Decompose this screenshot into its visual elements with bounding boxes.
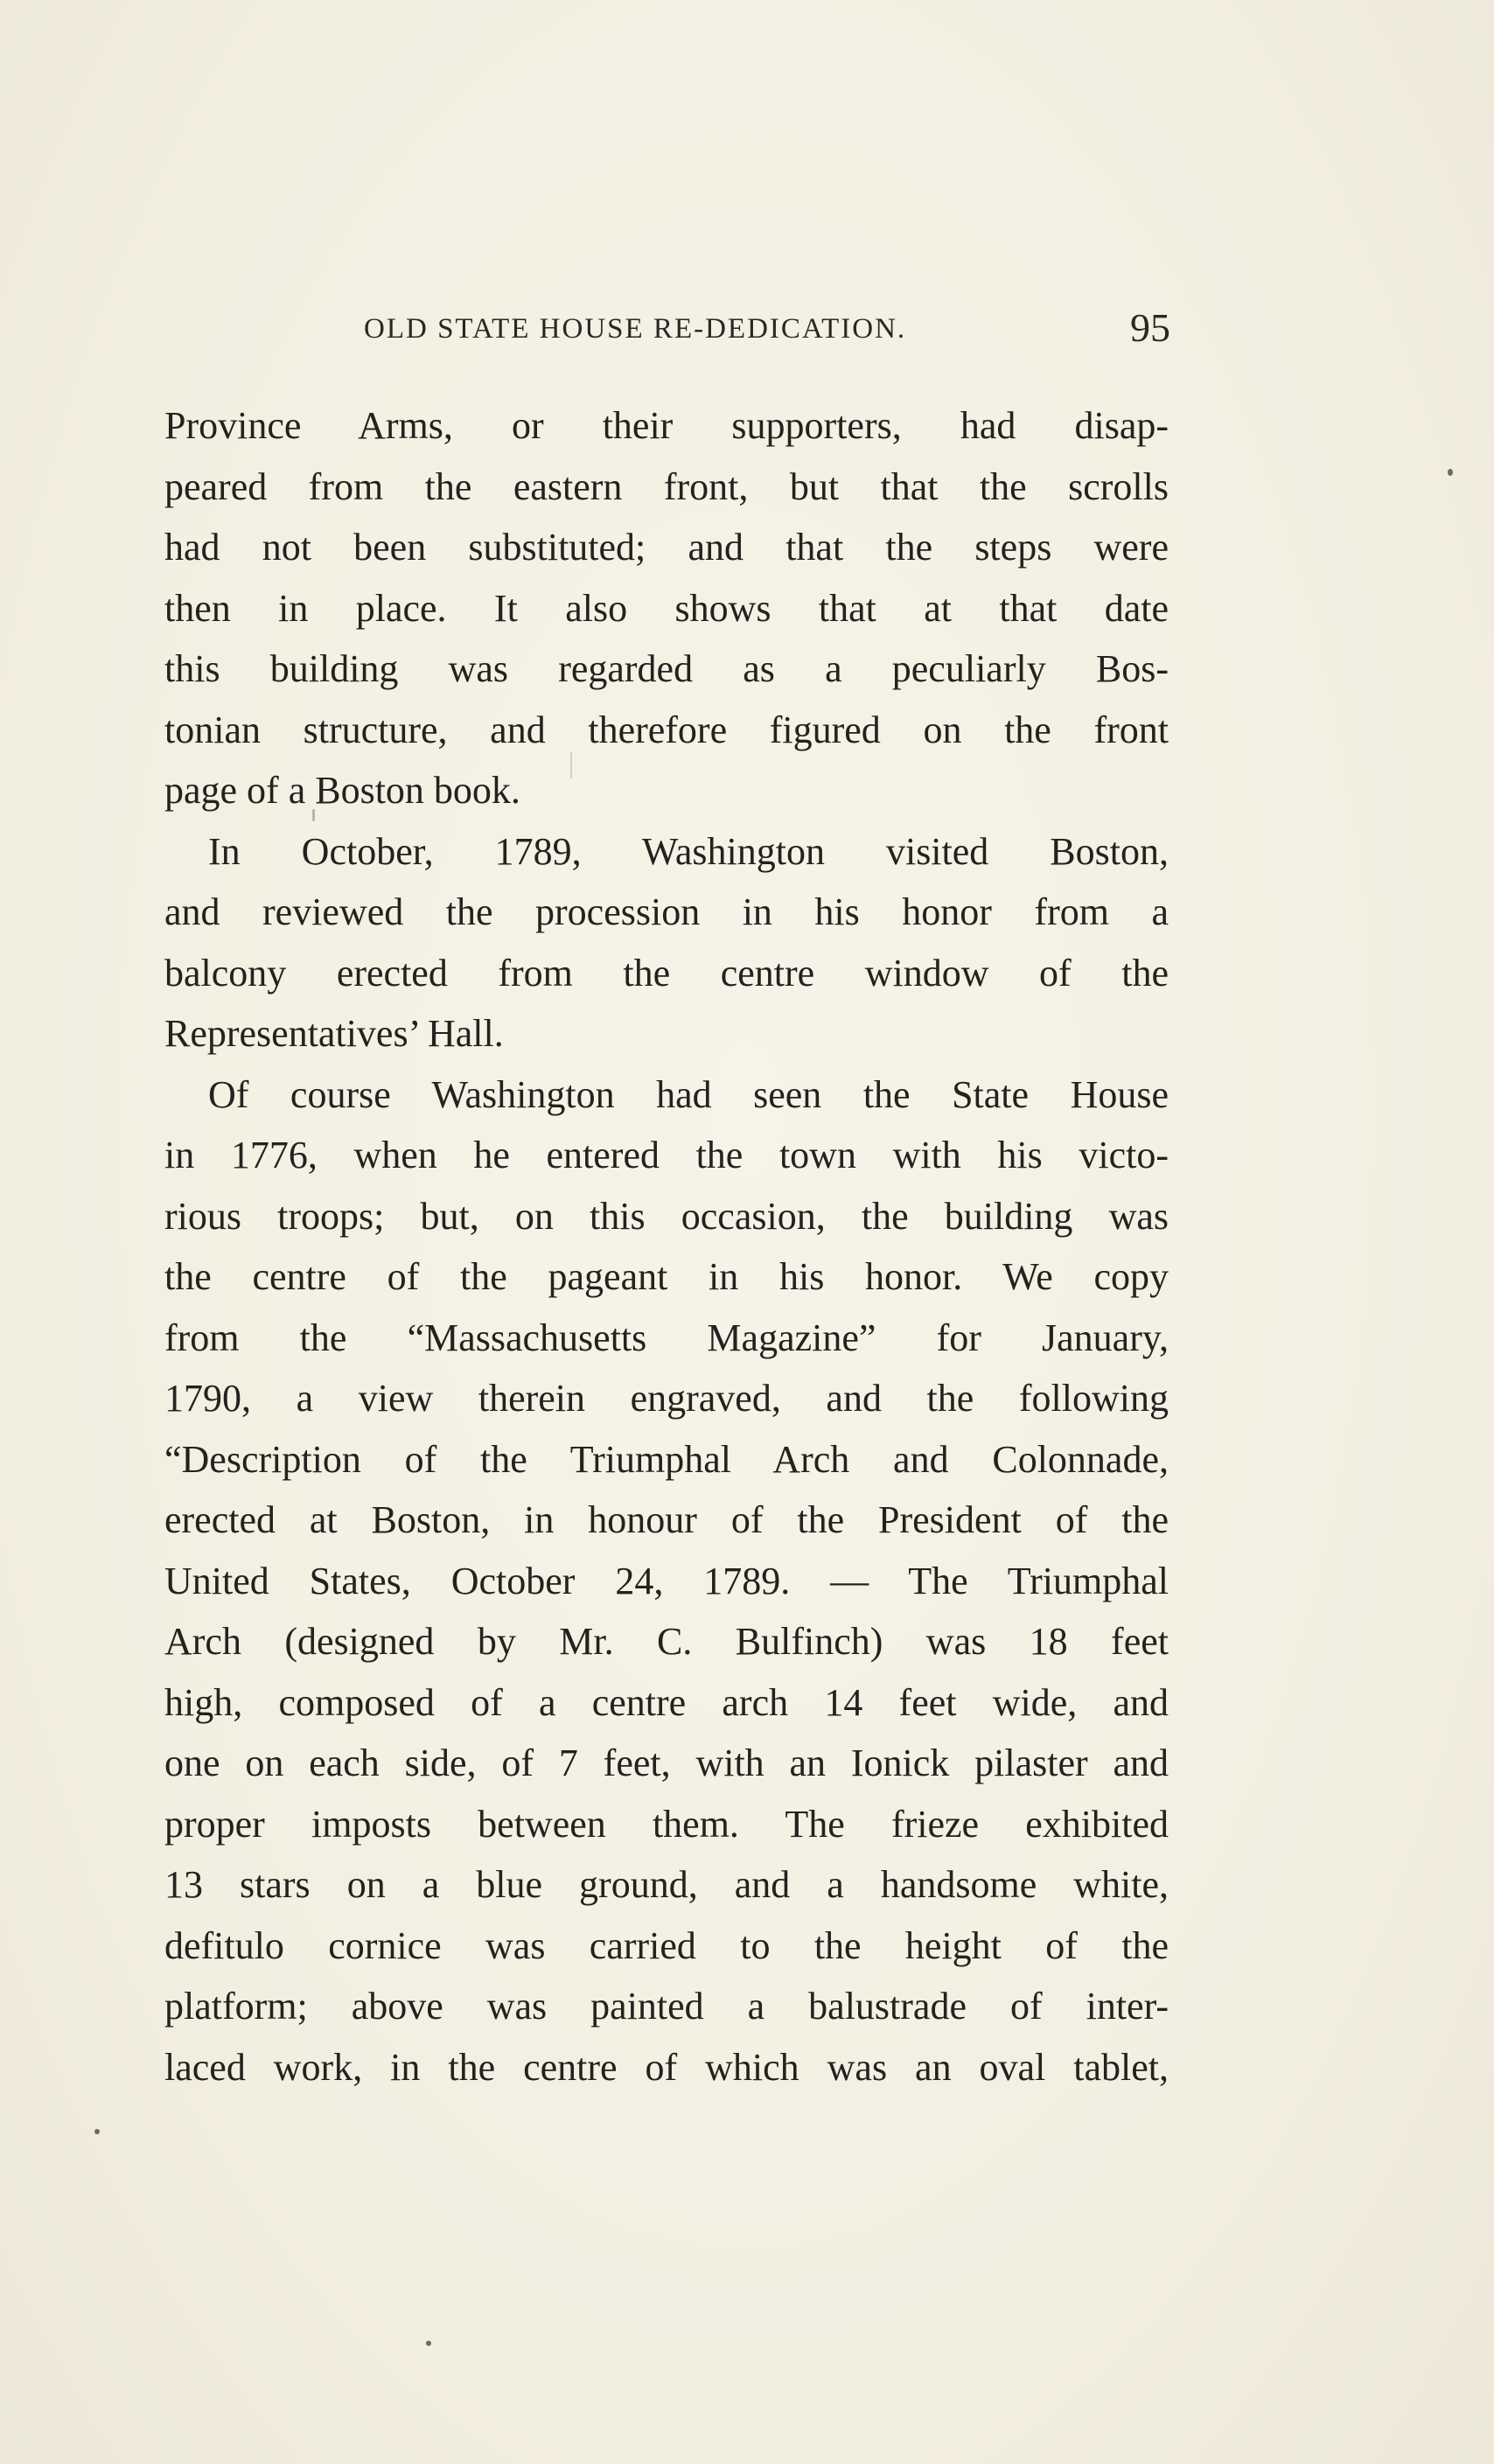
text-line: “Description of the Triumphal Arch and Colonnade, <box>164 1437 1169 1481</box>
text-line: In October, 1789, Washington visited Boston, <box>208 829 1169 873</box>
text-line: erected at Boston, in honour of the President of the <box>164 1498 1169 1541</box>
running-head <box>164 304 1170 357</box>
text-line: 1790, a view therein engraved, and the following <box>164 1377 1169 1420</box>
paper-speck <box>1448 469 1453 476</box>
text-line: Of course Washington had seen the State House <box>208 1072 1169 1116</box>
text-line: tonian structure, and therefore figured on the front <box>164 708 1169 751</box>
text-line: this building was regarded as a peculiarly Bos- <box>164 647 1169 690</box>
text-line: platform; above was painted a balustrade of inter- <box>164 1985 1169 2028</box>
text-line: then in place. It also shows that at that date <box>164 586 1169 630</box>
text-line: rious troops; but, on this occasion, the building was <box>164 1194 1169 1238</box>
text-line: in 1776, when he entered the town with his victo- <box>164 1134 1169 1176</box>
text-line: defitulo cornice was carried to the height of the <box>164 1923 1169 1967</box>
text-line: from the “Massachusetts Magazine” for January, <box>164 1316 1169 1359</box>
text-line: proper imposts between them. The frieze exhibited <box>164 1802 1169 1846</box>
body-text <box>164 395 1169 2098</box>
running-title: OLD STATE HOUSE RE-DEDICATION. <box>364 313 907 345</box>
paper-speck <box>94 2129 100 2134</box>
paper-speck <box>312 809 315 821</box>
text-line: balcony erected from the centre window of the <box>164 951 1169 995</box>
text-line: laced work, in the centre of which was an oval tablet, <box>164 2045 1169 2089</box>
text-line: and reviewed the procession in his honor from a <box>164 890 1169 933</box>
paper-speck <box>570 752 572 778</box>
paper-speck <box>426 2341 431 2346</box>
text-line: Province Arms, or their supporters, had disap- <box>164 404 1169 447</box>
text-line: 13 stars on a blue ground, and a handsome white, <box>164 1863 1169 1906</box>
text-line: Representatives’ Hall. <box>164 1012 504 1055</box>
text-line: United States, October 24, 1789. — The Triumphal <box>164 1559 1169 1602</box>
text-line: Arch (designed by Mr. C. Bulfinch) was 18 feet <box>164 1620 1169 1663</box>
text-line: the centre of the pageant in his honor. We copy <box>164 1255 1169 1298</box>
text-line: high, composed of a centre arch 14 feet wide, and <box>164 1680 1169 1724</box>
text-line: page of a Boston book. <box>164 769 520 812</box>
text-line: had not been substituted; and that the steps were <box>164 526 1169 569</box>
text-line: one on each side, of 7 feet, with an Ionick pilaster and <box>164 1742 1169 1784</box>
text-line: peared from the eastern front, but that the scrolls <box>164 464 1169 508</box>
page-number: 95 <box>1130 305 1170 350</box>
